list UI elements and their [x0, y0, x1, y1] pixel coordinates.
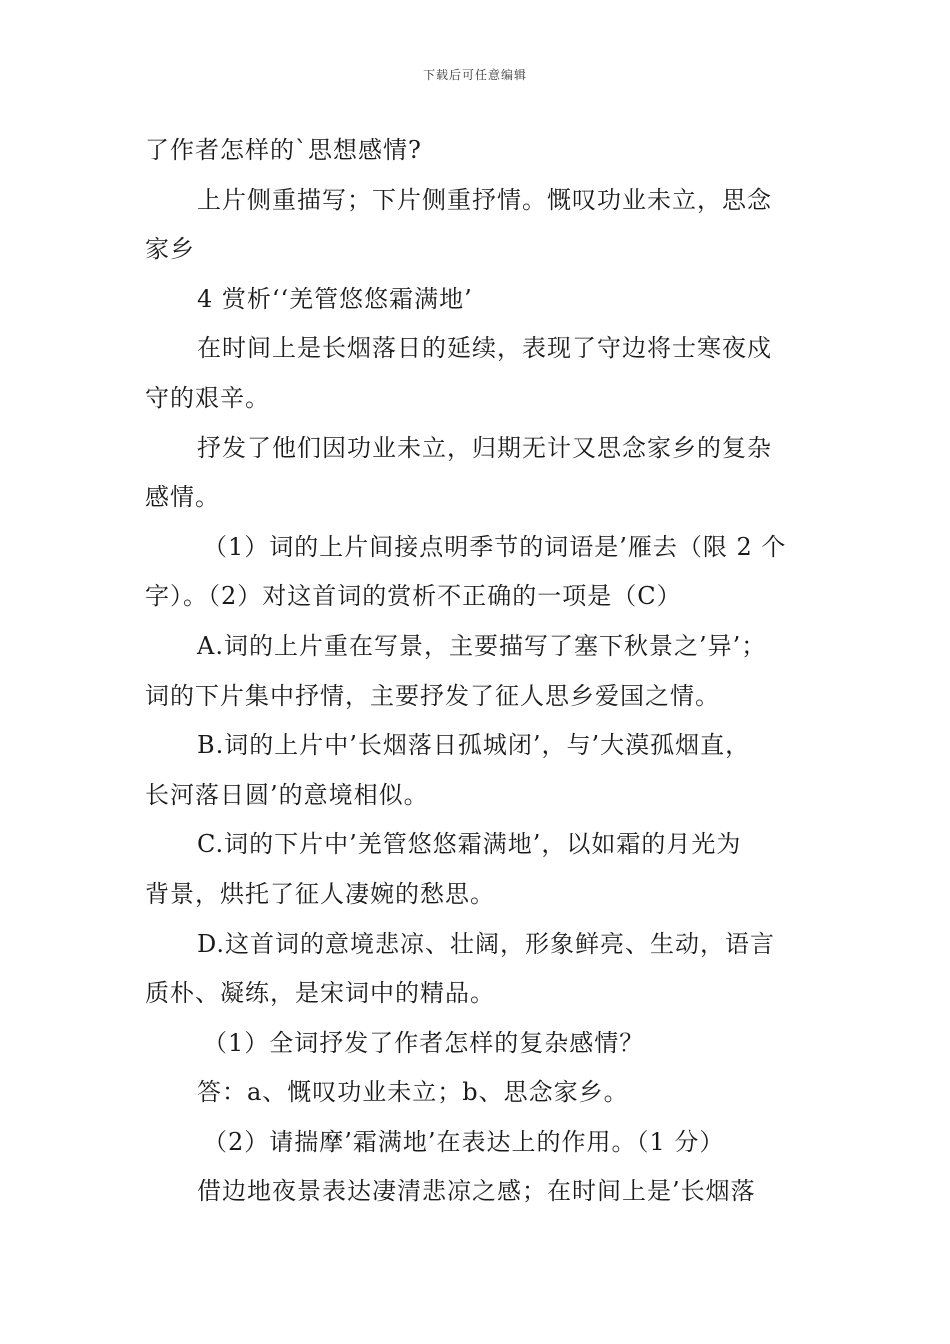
text-line: 在时间上是长烟落日的延续，表现了守边将士寒夜戍 — [197, 334, 772, 363]
text-line: 抒发了他们因功业未立，归期无计又思念家乡的复杂 — [197, 433, 772, 462]
text-line: （1）全词抒发了作者怎样的复杂感情？ — [203, 1028, 645, 1057]
text-line: 上片侧重描写；下片侧重抒情。慨叹功业未立，思念 — [197, 185, 772, 214]
text-line: 了作者怎样的`思想感情? — [145, 136, 422, 164]
text-line: 背景，烘托了征人凄婉的愁思。 — [145, 879, 495, 908]
text-line: C.词的下片中’羌管悠悠霜满地’，以如霜的月光为 — [197, 830, 742, 859]
text-line: 家乡 — [145, 235, 195, 264]
text-line: （2）请揣摩’霜满地’在表达上的作用。（1 分） — [203, 1127, 725, 1156]
text-line: 守的艰辛。 — [145, 383, 270, 412]
text-line: 借边地夜景表达凄清悲凉之感；在时间上是’长烟落 — [197, 1177, 756, 1206]
text-line: 4 赏析‘‘羌管悠悠霜满地’ — [197, 284, 473, 313]
text-line: 长河落日圆’的意境相似。 — [145, 780, 429, 809]
text-line: A.词的上片重在写景，主要描写了塞下秋景之’异’； — [197, 631, 767, 660]
document-body — [145, 126, 815, 1217]
text-line: 字）。（2）对这首词的赏析不正确的一项是（C） — [145, 582, 682, 611]
text-line: 答：a、慨叹功业未立；b、思念家乡。 — [197, 1078, 629, 1107]
text-line: （1）词的上片间接点明季节的词语是’雁去（限 2 个 — [203, 532, 787, 561]
text-line: D.这首词的意境悲凉、壮阔，形象鲜亮、生动，语言 — [197, 929, 776, 958]
text-line: B.词的上片中’长烟落日孤城闭’，与’大漠孤烟直， — [197, 731, 751, 760]
text-line: 词的下片集中抒情，主要抒发了征人思乡爱国之情。 — [145, 681, 720, 710]
text-line: 感情。 — [145, 483, 220, 512]
page-header: 下载后可任意编辑 — [422, 68, 527, 82]
text-line: 质朴、凝练，是宋词中的精品。 — [145, 979, 495, 1008]
